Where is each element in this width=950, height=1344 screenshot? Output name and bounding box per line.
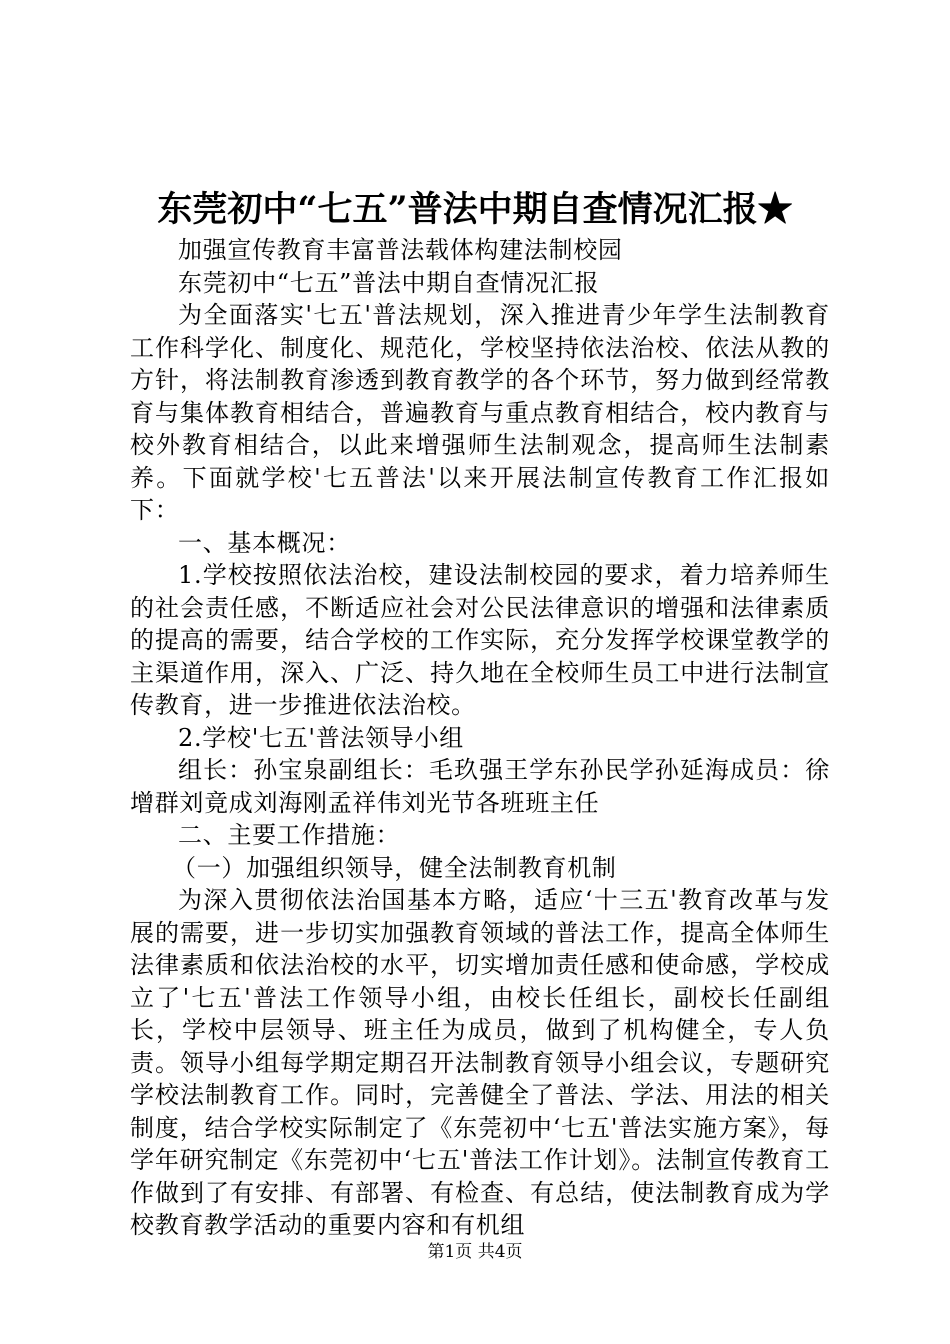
subtitle-paragraph: 加强宣传教育丰富普法载体构建法制校园: [178, 236, 623, 264]
subsection-heading-1: （一）加强组织领导，健全法制教育机制: [172, 853, 617, 882]
section-heading-basic: 一、基本概况：: [178, 528, 351, 557]
basic-item-1-paragraph: 1.学校按照依法治校，建设法制校园的要求，着力培养师生的社会责任感，不断适应社会对公民法律意识的增强和法律素质的提高的需要，结合学校的工作实际，充分发挥学校课堂教学的主渠道作用，深入、广泛、持久地在全校师生员工中进行法制宣传教育，进一步推进依法治校。: [130, 561, 830, 719]
document-body: [130, 234, 830, 1242]
heading-paragraph: 东莞初中“七五”普法中期自查情况汇报: [178, 268, 600, 297]
intro-paragraph: 为全面落实'七五'普法规划，深入推进青少年学生法制教育工作科学化、制度化、规范化，学校坚持依法治校、依法从教的方针，将法制教育渗透到教育教学的各个环节，努力做到经常教育与集体教育相结合，普遍教育与重点教育相结合，校内教育与校外教育相结合，以此来增强师生法制观念，提高师生法制素养。下面就学校'七五普法'以来开展法制宣传教育工作汇报如下：: [130, 301, 830, 524]
measures-paragraph: 为深入贯彻依法治国基本方略，适应‘十三五'教育改革与发展的需要，进一步切实加强教育领域的普法工作，提高全体师生法律素质和依法治校的水平，切实增加责任感和使命感，学校成立了'七五'普法工作领导小组，由校长任组长，副校长任副组长，学校中层领导、班主任为成员，做到了机构健全，专人负责。领导小组每学期定期召开法制教育领导小组会议，专题研究学校法制教育工作。同时，完善健全了普法、学法、用法的相关制度，结合学校实际制定了《东莞初中‘七五'普法实施方案》，每学年研究制定《东莞初中‘七五'普法工作计划》。法制宣传教育工作做到了有安排、有部署、有检查、有总结，使法制教育成为学校教育教学活动的重要内容和有机组: [130, 886, 830, 1239]
leadership-members-paragraph: 组长：孙宝泉副组长：毛玖强王学东孙民学孙延海成员：徐增群刘竟成刘海刚孟祥伟刘光节各班班主任: [130, 756, 830, 817]
basic-item-2-heading: 2.学校'七五'普法领导小组: [178, 723, 464, 752]
document-title: 东莞初中“七五”普法中期自查情况汇报★: [157, 189, 793, 230]
section-heading-measures: 二、主要工作措施：: [178, 821, 401, 849]
page-footer: 第1页 共4页: [427, 1242, 523, 1262]
